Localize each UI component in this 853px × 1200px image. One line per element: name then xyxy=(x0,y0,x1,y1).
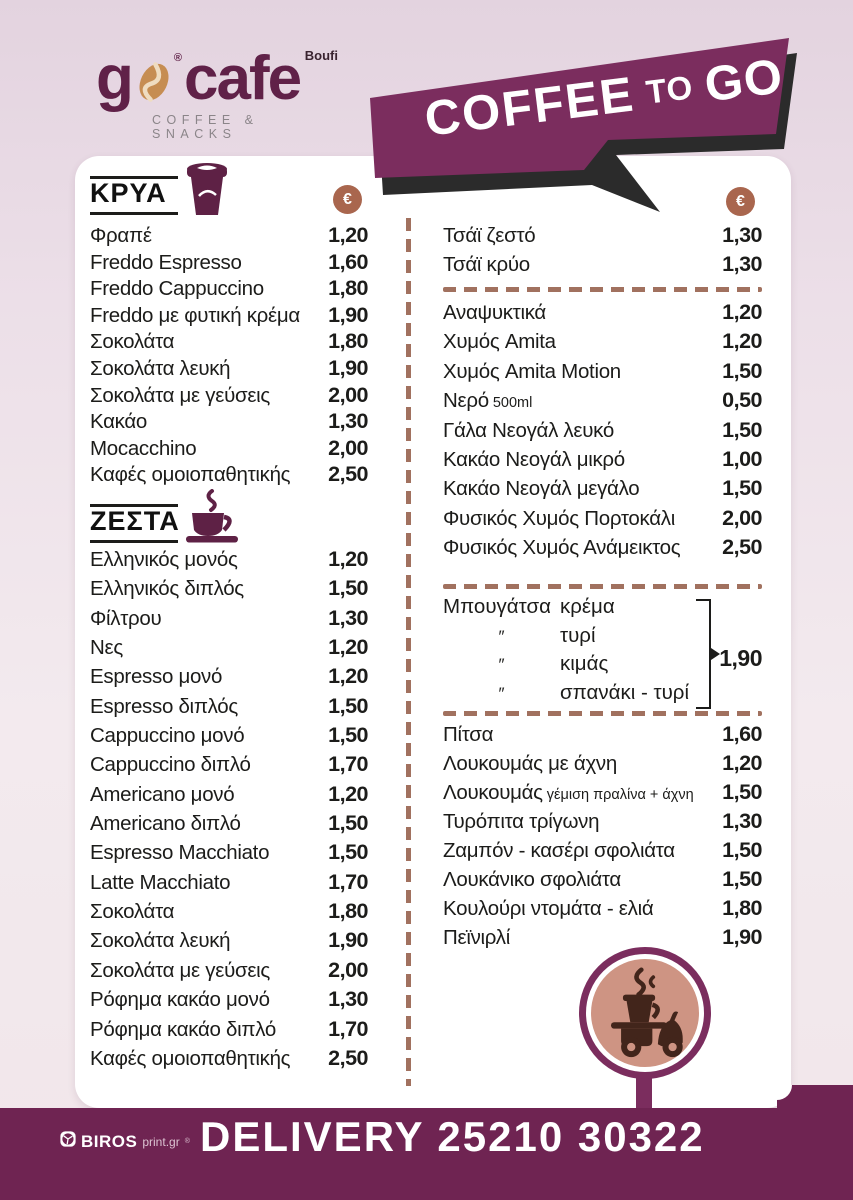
biros-print-logo xyxy=(60,1131,190,1152)
banner-coffee-label: COFFEE xyxy=(421,67,638,147)
item-name: Americano μονό xyxy=(90,782,235,806)
item-note: 500ml xyxy=(488,395,533,412)
dashed-separator xyxy=(443,584,762,589)
hot-section-title: ΖΕΣΤΑ xyxy=(90,506,180,536)
biros-suffix-label: print.gr xyxy=(142,1134,180,1149)
takeaway-cup-icon xyxy=(184,160,230,221)
item-price: 1,20 xyxy=(328,781,368,806)
menu-item-row xyxy=(90,276,368,303)
menu-item-row xyxy=(443,722,762,751)
item-name: Americano διπλό xyxy=(90,812,241,836)
item-name: Φίλτρου xyxy=(90,606,162,630)
item-price: 1,70 xyxy=(328,752,368,777)
item-price: 1,20 xyxy=(722,329,762,354)
ditto-mark: ″ xyxy=(498,626,505,646)
item-price: 1,20 xyxy=(722,751,762,775)
menu-item-row xyxy=(443,418,762,447)
item-price: 1,20 xyxy=(328,223,368,247)
item-price: 1,30 xyxy=(328,409,368,434)
item-price: 1,30 xyxy=(722,223,762,247)
item-name: Χυμός Amita xyxy=(443,330,556,354)
item-name: Κακάο Νεογάλ μεγάλο xyxy=(443,477,640,501)
bougatsa-bracket xyxy=(696,599,711,709)
menu-item-row xyxy=(90,250,368,277)
menu-item-row xyxy=(90,547,368,576)
menu-item-row xyxy=(443,300,762,329)
item-name: Κουλούρι ντομάτα - ελιά xyxy=(443,897,654,920)
divider xyxy=(90,212,178,215)
item-price: 1,50 xyxy=(328,576,368,601)
item-price: 1,80 xyxy=(328,329,368,354)
item-price: 1,30 xyxy=(722,251,762,276)
column-divider xyxy=(406,218,411,1086)
divider xyxy=(90,540,178,543)
item-price: 1,80 xyxy=(328,899,368,924)
item-price: 1,30 xyxy=(328,987,368,1012)
coffee-bean-icon xyxy=(134,57,174,112)
menu-item-row xyxy=(443,329,762,358)
menu-item-row xyxy=(90,870,368,899)
delivery-scooter-icon xyxy=(591,959,699,1067)
item-name: Σοκολάτα xyxy=(90,330,175,354)
item-price: 2,00 xyxy=(328,435,368,460)
item-name: Ρόφημα κακάο μονό xyxy=(90,988,270,1012)
item-price: 1,50 xyxy=(328,723,368,748)
item-price: 1,60 xyxy=(328,249,368,274)
menu-item-row xyxy=(443,388,762,417)
item-name: Freddo με φυτική κρέμα xyxy=(90,303,300,327)
item-name: Κακάο Νεογάλ μικρό xyxy=(443,447,625,471)
bougatsa-variant: σπανάκι - τυρί xyxy=(560,680,690,704)
menu-item-row xyxy=(443,809,762,838)
left-column xyxy=(90,156,368,1108)
menu-item-row xyxy=(90,899,368,928)
menu-item-row xyxy=(443,223,762,252)
item-price: 1,70 xyxy=(328,869,368,894)
menu-item-row xyxy=(90,1046,368,1075)
euro-badge: € xyxy=(726,187,755,216)
dashed-separator xyxy=(443,711,762,716)
item-price: 1,50 xyxy=(328,811,368,836)
item-name: Espresso μονό xyxy=(90,665,223,689)
item-name: Λουκουμάς με άχνη xyxy=(443,752,617,775)
item-name: Cappuccino μονό xyxy=(90,724,245,748)
item-price: 2,00 xyxy=(328,957,368,982)
menu-item-row xyxy=(90,356,368,383)
item-price: 1,30 xyxy=(722,809,762,833)
euro-badge: € xyxy=(333,185,362,214)
item-name: Τυρόπιτα τρίγωνη xyxy=(443,810,600,833)
registered-mark: ® xyxy=(173,52,182,64)
item-name: Espresso Macchiato xyxy=(90,841,270,865)
item-name: Espresso διπλός xyxy=(90,694,238,718)
menu-item-row xyxy=(90,664,368,693)
item-name: Freddo Espresso xyxy=(90,250,242,274)
item-price: 1,80 xyxy=(722,896,762,920)
item-name: Ζαμπόν - κασέρι σφολιάτα xyxy=(443,839,675,862)
menu-item-row xyxy=(443,896,762,925)
item-price: 1,00 xyxy=(722,446,762,471)
logo-sub-label: Boufi xyxy=(304,48,338,63)
bougatsa-price: 1,90 xyxy=(719,645,762,671)
item-price: 1,20 xyxy=(328,547,368,571)
menu-item-row xyxy=(443,838,762,867)
biros-registered-mark: ® xyxy=(184,1138,190,1145)
menu-item-row xyxy=(90,723,368,752)
item-name: Φραπέ xyxy=(90,224,152,247)
tea-items-list xyxy=(443,223,762,280)
banner-go-label: GO xyxy=(701,49,787,113)
item-price: 1,30 xyxy=(328,605,368,630)
item-name: Σοκολάτα με γεύσεις xyxy=(90,383,271,407)
item-price: 1,80 xyxy=(328,276,368,301)
item-name: Καφές ομοιοπαθητικής xyxy=(90,1046,291,1070)
bougatsa-variant: κιμάς xyxy=(560,652,609,675)
item-name: Σοκολάτα xyxy=(90,900,175,924)
bougatsa-variant: τυρί xyxy=(560,623,596,647)
item-name: Ελληνικός μονός xyxy=(90,548,238,571)
item-price: 1,50 xyxy=(722,358,762,383)
menu-item-row xyxy=(90,1017,368,1046)
item-name: Ρόφημα κακάο διπλό xyxy=(90,1017,276,1041)
menu-item-row xyxy=(443,780,762,809)
menu-item-row xyxy=(90,223,368,250)
bougatsa-row xyxy=(443,681,762,710)
food-items-list xyxy=(443,722,762,954)
item-price: 1,50 xyxy=(722,417,762,442)
item-price: 1,90 xyxy=(328,355,368,380)
drink-items-list xyxy=(443,300,762,565)
item-name: Cappuccino διπλό xyxy=(90,753,251,777)
menu-item-row xyxy=(90,635,368,664)
item-price: 1,20 xyxy=(328,664,368,689)
biros-brand-label: BIROS xyxy=(81,1131,138,1151)
menu-item-row xyxy=(443,447,762,476)
menu-item-row xyxy=(90,958,368,987)
item-price: 1,50 xyxy=(722,838,762,862)
item-price: 2,00 xyxy=(328,382,368,407)
item-name: Φυσικός Χυμός Ανάμεικτος xyxy=(443,536,681,560)
menu-item-row xyxy=(90,383,368,410)
menu-item-row xyxy=(90,987,368,1016)
item-name: Αναψυκτικά xyxy=(443,301,546,324)
menu-item-row xyxy=(443,506,762,535)
menu-item-row xyxy=(443,867,762,896)
ditto-mark: ″ xyxy=(498,683,505,703)
biros-logo-icon xyxy=(60,1131,76,1152)
menu-item-row xyxy=(443,535,762,564)
cold-section-title: ΚΡΥΑ xyxy=(90,178,167,208)
item-price: 1,90 xyxy=(722,925,762,949)
item-name: Καφές ομοιοπαθητικής xyxy=(90,463,291,487)
item-name: Τσάϊ κρύο xyxy=(443,252,530,276)
item-price: 1,20 xyxy=(328,635,368,660)
menu-item-row xyxy=(90,782,368,811)
item-name: Latte Macchiato xyxy=(90,870,231,894)
item-price: 1,90 xyxy=(328,302,368,327)
item-note: γέμιση πραλίνα + άχνη xyxy=(542,787,694,803)
item-price: 2,50 xyxy=(722,535,762,560)
item-price: 1,50 xyxy=(328,840,368,865)
menu-item-row xyxy=(90,752,368,781)
menu-item-row xyxy=(443,751,762,780)
item-price: 1,70 xyxy=(328,1016,368,1041)
menu-item-row xyxy=(90,436,368,463)
ditto-mark: ″ xyxy=(498,655,505,674)
dashed-separator xyxy=(443,287,762,292)
item-name: Γάλα Νεογάλ λευκό xyxy=(443,418,614,442)
menu-item-row xyxy=(90,462,368,489)
item-price: 1,60 xyxy=(722,722,762,746)
item-price: 1,50 xyxy=(328,693,368,718)
banner-to-label: TO xyxy=(643,68,696,111)
menu-item-row xyxy=(443,925,762,954)
bougatsa-variant: κρέμα xyxy=(560,595,615,618)
item-name: Νες xyxy=(90,636,123,660)
item-name: Mocacchino xyxy=(90,436,197,460)
item-price: 1,20 xyxy=(722,300,762,324)
menu-item-row xyxy=(90,606,368,635)
menu-item-row xyxy=(90,694,368,723)
logo-tagline: COFFEE & SNACKS xyxy=(152,113,259,141)
item-name: Σοκολάτα λευκή xyxy=(90,356,231,380)
menu-item-row xyxy=(90,329,368,356)
item-price: 0,50 xyxy=(722,388,762,413)
logo-text-cafe: cafe xyxy=(183,44,301,114)
delivery-phone: DELIVERY 25210 30322 xyxy=(200,1113,705,1160)
hot-cup-icon xyxy=(182,489,242,548)
item-price: 1,50 xyxy=(722,476,762,501)
item-name: Λουκάνικο σφολιάτα xyxy=(443,868,621,891)
menu-item-row xyxy=(90,303,368,330)
item-price: 1,50 xyxy=(722,867,762,891)
menu-item-row xyxy=(90,840,368,869)
go-cafe-logo xyxy=(96,44,346,142)
item-price: 2,50 xyxy=(328,1045,368,1070)
item-name: Νερό 500ml xyxy=(443,389,533,413)
menu-item-row xyxy=(90,811,368,840)
menu-item-row xyxy=(443,476,762,505)
bougatsa-label: Μπουγάτσα xyxy=(443,595,551,618)
item-name: Freddo Cappuccino xyxy=(90,277,264,301)
item-price: 2,00 xyxy=(722,505,762,530)
menu-item-row xyxy=(90,928,368,957)
menu-item-row xyxy=(443,359,762,388)
item-name: Λουκουμάς γέμιση πραλίνα + άχνη xyxy=(443,781,694,804)
delivery-badge xyxy=(579,947,711,1079)
bougatsa-row xyxy=(443,595,762,624)
item-name: Πίτσα xyxy=(443,723,494,746)
item-name: Φυσικός Χυμός Πορτοκάλι xyxy=(443,506,675,530)
item-price: 2,50 xyxy=(328,462,368,487)
item-price: 1,50 xyxy=(722,780,762,804)
item-name: Πεϊνιρλί xyxy=(443,926,510,949)
hot-items-list xyxy=(90,547,368,1075)
logo-text-g: g xyxy=(96,44,132,114)
item-price: 1,90 xyxy=(328,928,368,953)
item-name: Κακάο xyxy=(90,410,148,434)
item-name: Ελληνικός διπλός xyxy=(90,577,244,601)
item-name: Σοκολάτα λευκή xyxy=(90,929,231,953)
cold-items-list xyxy=(90,223,368,489)
item-name: Τσάϊ ζεστό xyxy=(443,224,536,247)
item-name: Χυμός Amita Motion xyxy=(443,359,621,383)
item-name: Σοκολάτα με γεύσεις xyxy=(90,958,271,982)
menu-item-row xyxy=(443,252,762,281)
menu-item-row xyxy=(90,409,368,436)
menu-item-row xyxy=(90,576,368,605)
